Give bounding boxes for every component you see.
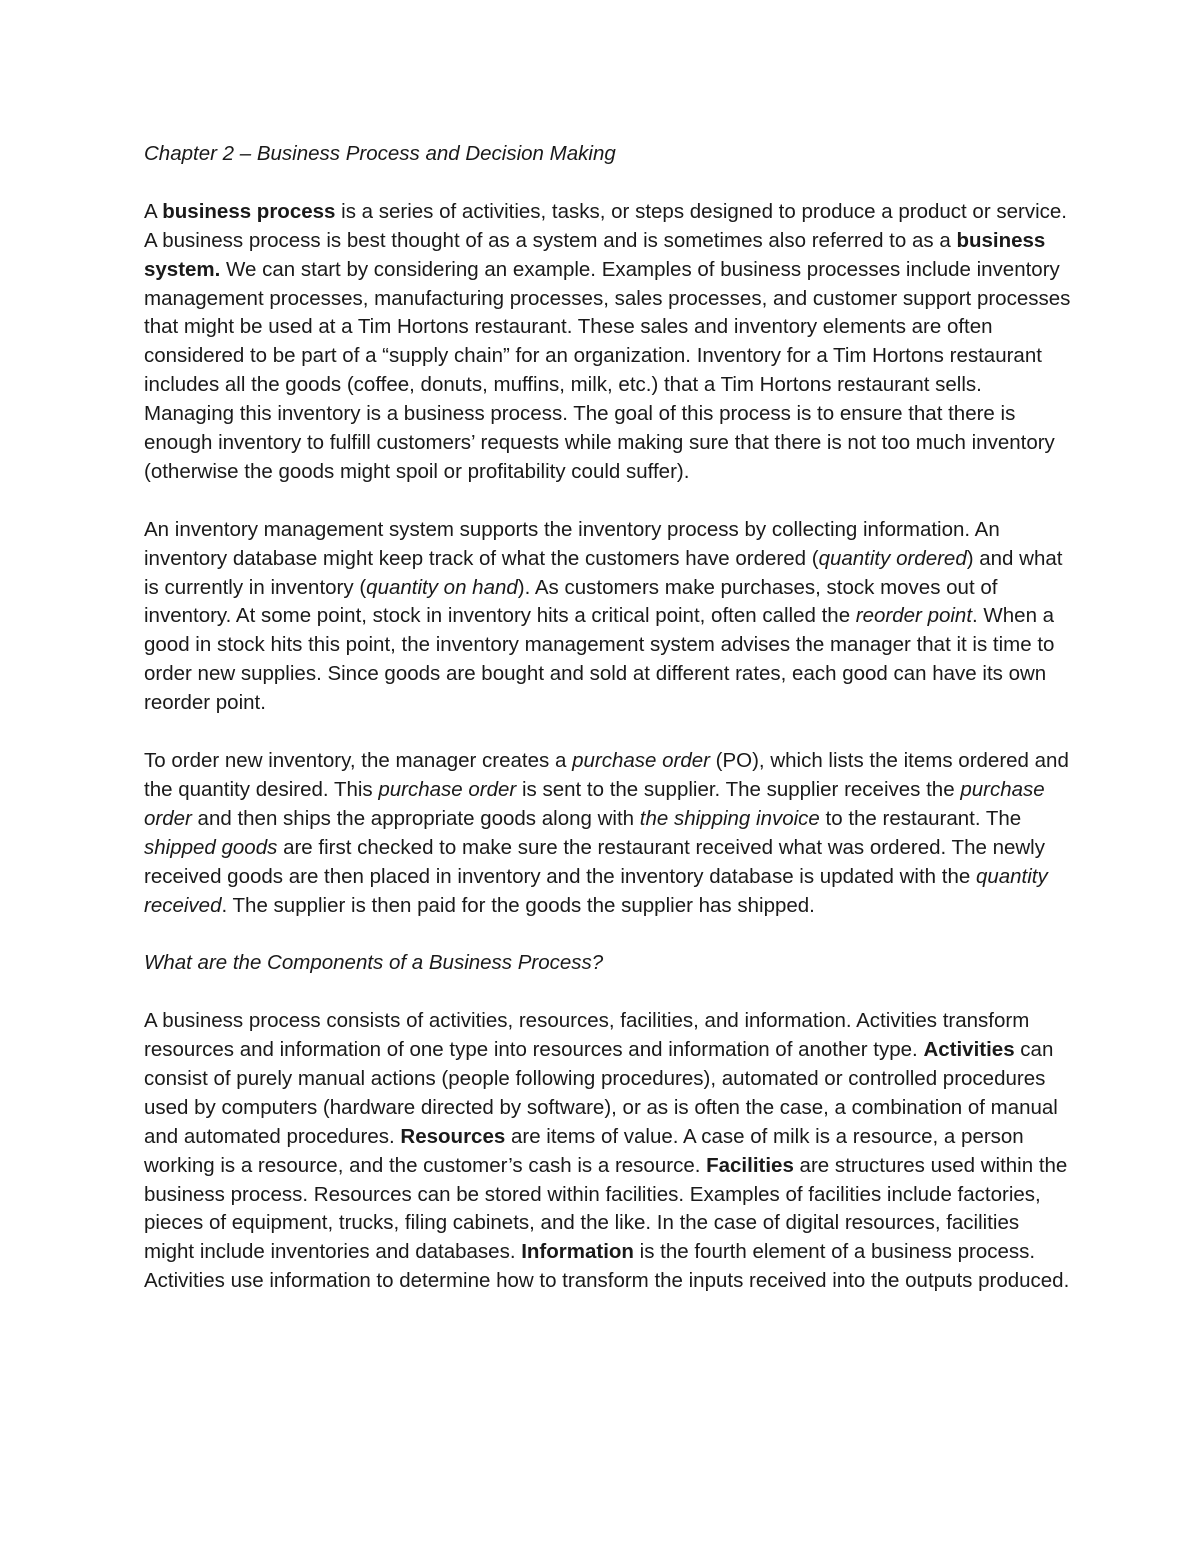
text-run: is the fourth element of a business process. Activities use information to determine how to transform the inputs received into the outputs produced. [144,1240,1070,1293]
text-run: are first checked to make sure the restaurant received what was ordered. The newly received goods are then placed in inventory and the inventory database is updated with the [144,835,1045,888]
bold-term-facilities: Facilities [706,1153,794,1177]
text-run: can consist of purely manual actions (people following procedures), automated or controlled procedures used by computers (hardware directed by software), or as is often the case, a combination of manual and automated procedures. [144,1038,1058,1148]
text-run: To order new inventory, the manager creates a [144,748,573,772]
text-run: is sent to the supplier. The supplier receives the [516,777,961,801]
text-run: ). As customers make purchases, stock moves out of inventory. At some point, stock in inventory hits a critical point, often called the [144,575,998,628]
chapter-title: Chapter 2 – Business Process and Decision Making [144,142,616,165]
italic-term-reorder-point: reorder point [855,604,973,628]
text-run: A business process consists of activities, resources, facilities, and information. Activities transform resources and information of one type into resources and information of another type. [144,1009,1030,1062]
italic-term-purchase-order: purchase order [572,748,710,772]
italic-term-purchase-order: purchase order [378,777,517,801]
text-run: are structures used within the business process. Resources can be stored within facilities. Examples of facilities include factories, pieces of equipment, trucks, filing cabinets, and the like. In the case of digital resources, facilities might include inventories and databases. [144,1153,1068,1264]
italic-term-purchase-order: purchase order [144,777,1045,830]
paragraph-components [144,1007,1074,1296]
italic-term-shipping-invoice: the shipping invoice [639,806,820,830]
text-run: are items of value. A case of milk is a resource, a person working is a resource, and the customer’s cash is a resource. [144,1124,1024,1177]
text-run: We can start by considering an example. Examples of business processes include inventory management processes, manufacturing processes, sales processes, and customer support processes that might be used at a Tim Hortons restaurant. These sales and inventory elements are often considered to be part of a “supply chain” for an organization. Inventory for a Tim Hortons restaurant includes all the goods (coffee, donuts, muffins, milk, etc.) that a Tim Hortons restaurant sells. Managing this inventory is a business process. The goal of this process is to ensure that there is enough inventory to fulfill customers’ requests while making sure that there is not too much inventory (otherwise the goods might spoil or profitability could suffer). [144,257,1071,483]
bold-term-information: Information [521,1240,634,1264]
paragraph-business-process-definition [144,198,1074,487]
text-run: An inventory management system supports the inventory process by collecting information. An inventory database might keep track of what the customers have ordered ( [144,517,1000,570]
paragraph-inventory-system [144,516,1074,718]
italic-term-quantity-ordered: quantity ordered [818,546,967,570]
text-run: to the restaurant. The [819,806,1022,830]
text-run: . The supplier is then paid for the goods the supplier has shipped. [221,893,815,917]
text-run: is a series of activities, tasks, or steps designed to produce a product or service. A business process is best thought of as a system and is sometimes also referred to as a [144,199,1067,252]
text-run: (PO), which lists the items ordered and the quantity desired. This [144,748,1069,801]
italic-term-shipped-goods: shipped goods [144,835,278,859]
section-subheading: What are the Components of a Business Process? [144,951,604,975]
paragraph-purchase-order [144,747,1074,920]
document-page [144,140,1074,1325]
text-run: and then ships the appropriate goods along with [191,806,640,830]
text-run: A [144,199,163,223]
bold-term-activities: Activities [923,1038,1015,1062]
bold-term-business-system: business system. [144,228,1046,281]
italic-term-quantity-received: quantity received [144,864,1048,917]
bold-term-business-process: business process [162,199,336,223]
bold-term-resources: Resources [400,1124,506,1148]
text-run: ) and what is currently in inventory ( [144,546,1063,599]
italic-term-quantity-on-hand: quantity on hand [366,575,518,599]
text-run: . When a good in stock hits this point, the inventory management system advises the manager that it is time to order new supplies. Since goods are bought and sold at different rates, each good can have its own reorder point. [144,604,1055,715]
